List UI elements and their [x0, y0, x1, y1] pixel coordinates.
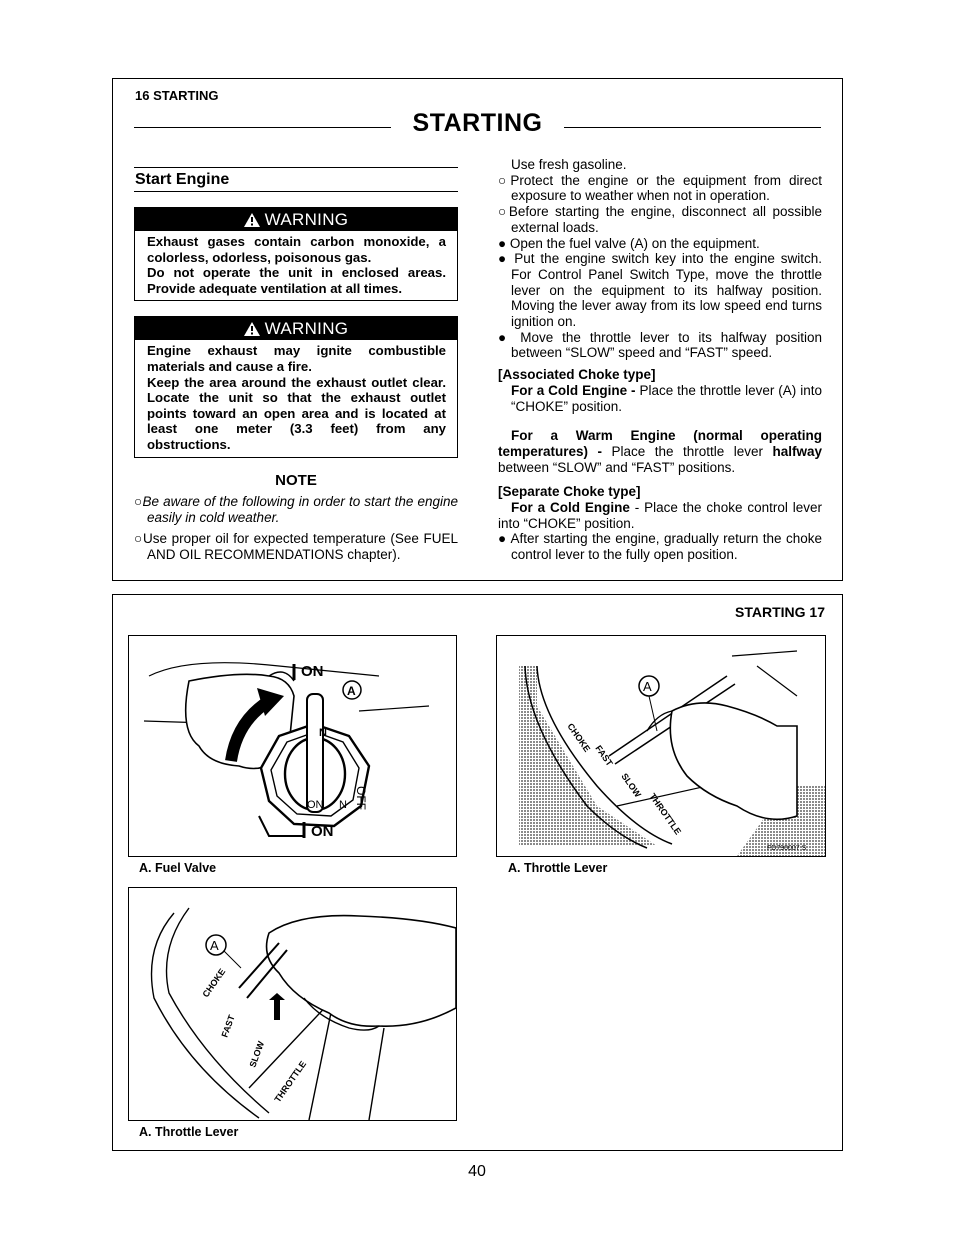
fast-position-label: FAST	[219, 1013, 237, 1039]
throttle-label: THROTTLE	[647, 791, 684, 837]
valve-label-on-top: ON	[301, 663, 324, 680]
title-rule-right	[564, 127, 821, 128]
figure-caption: A. Throttle Lever	[508, 861, 608, 875]
warning-header	[135, 317, 457, 340]
warning-header	[135, 208, 457, 231]
warning-box-fire	[134, 316, 458, 457]
page-title: STARTING	[412, 109, 543, 137]
warning-triangle-icon	[244, 213, 260, 227]
bullet-item: ● Open the fuel valve (A) on the equipment.	[498, 235, 760, 251]
page-number: 40	[468, 1163, 486, 1180]
subsection-title: Start Engine	[135, 171, 230, 188]
separate-choke-heading: [Separate Choke type]	[498, 484, 641, 500]
warm-engine-instruction: For a Warm Engine (normal operating temperatures) - Place the throttle lever halfway between “SLOW” and “FAST” positions.	[498, 428, 823, 475]
throttle-label: THROTTLE	[272, 1059, 309, 1105]
page-16-panel	[112, 78, 843, 581]
valve-label-on-bottom: ON	[311, 823, 334, 840]
valve-label-n: N	[339, 799, 347, 811]
choke-position-label: CHOKE	[565, 721, 593, 754]
note-title: NOTE	[275, 471, 317, 489]
figure-caption: A. Throttle Lever	[139, 1125, 239, 1139]
fast-position-label: FAST	[593, 743, 615, 769]
warning-text	[135, 231, 457, 300]
throttle-lever-figure-left	[128, 887, 457, 1121]
slow-position-label: SLOW	[247, 1039, 267, 1069]
valve-label-on-mark: ON	[307, 799, 324, 811]
bullet-item: ● Move the throttle lever to its halfway position between “SLOW” speed and “FAST” speed.	[498, 329, 822, 361]
section-header: STARTING 17	[735, 604, 825, 620]
cold-engine-instruction: For a Cold Engine - Place the throttle lever (A) into “CHOKE” position.	[511, 382, 822, 414]
throttle-lever-illustration	[497, 636, 825, 856]
subsection-rule-bottom	[134, 191, 458, 192]
throttle-lever-illustration	[129, 888, 456, 1120]
warning-text	[135, 340, 457, 456]
page-17-panel	[112, 594, 843, 1151]
circle-item: ○Protect the engine or the equipment from direct exposure to weather when not in operation.	[498, 172, 823, 204]
bullet-item: ● After starting the engine, gradually return the choke control lever to the fully open position.	[498, 531, 822, 563]
warning-triangle-icon	[244, 322, 260, 336]
valve-label-n-top: N	[319, 727, 327, 739]
fuel-valve-figure	[128, 635, 457, 857]
right-column	[498, 157, 822, 563]
note-item: ○Be aware of the following in order to start the engine easily in cold weather.	[134, 493, 459, 525]
throttle-lever-figure-right	[496, 635, 826, 857]
intro-text: Use fresh gasoline.	[511, 157, 627, 172]
valve-label-off: OFF	[354, 786, 368, 810]
note-item: ○Use proper oil for expected temperature (See FUEL AND OIL RECOMMENDATIONS chapter).	[134, 530, 459, 562]
left-column	[134, 167, 458, 563]
choke-position-label: CHOKE	[200, 966, 228, 1000]
warning-line: Do not operate the unit in enclosed areas. Provide adequate ventilation at all times.	[147, 265, 446, 296]
slow-position-label: SLOW	[619, 771, 644, 800]
figure-code: FD790007 S	[767, 845, 807, 852]
circle-item: ○Before starting the engine, disconnect all possible external loads.	[498, 204, 823, 235]
separate-cold-instruction: For a Cold Engine - Place the choke control lever into “CHOKE” position.	[498, 500, 822, 531]
figure-caption: A. Fuel Valve	[139, 861, 217, 875]
warning-line: Engine exhaust may ignite combustible materials and cause a fire.	[147, 343, 446, 374]
warning-label: WARNING	[264, 210, 349, 229]
callout-a-label: A	[643, 679, 652, 694]
fuel-valve-illustration	[129, 636, 456, 856]
warning-line: Keep the area around the exhaust outlet clear. Locate the unit so that the exhaust outlet points toward an open area and is located at least one meter (3.3 feet) from any obstructions.	[147, 374, 446, 452]
associated-choke-heading: [Associated Choke type]	[498, 367, 656, 383]
warning-box-exhaust	[134, 207, 458, 301]
bullet-item: ● Put the engine switch key into the engine switch. For Control Panel Switch Type, move the throttle lever on the equipment to its halfway position. Moving the lever away from its low speed end turns ignition on.	[498, 251, 823, 330]
section-header: 16 STARTING	[135, 88, 219, 103]
callout-a-label: A	[210, 938, 219, 953]
warning-line: Exhaust gases contain carbon monoxide, a colorless, odorless, poisonous gas.	[147, 234, 446, 265]
warning-label: WARNING	[264, 319, 349, 339]
callout-a-label: A	[347, 684, 356, 698]
